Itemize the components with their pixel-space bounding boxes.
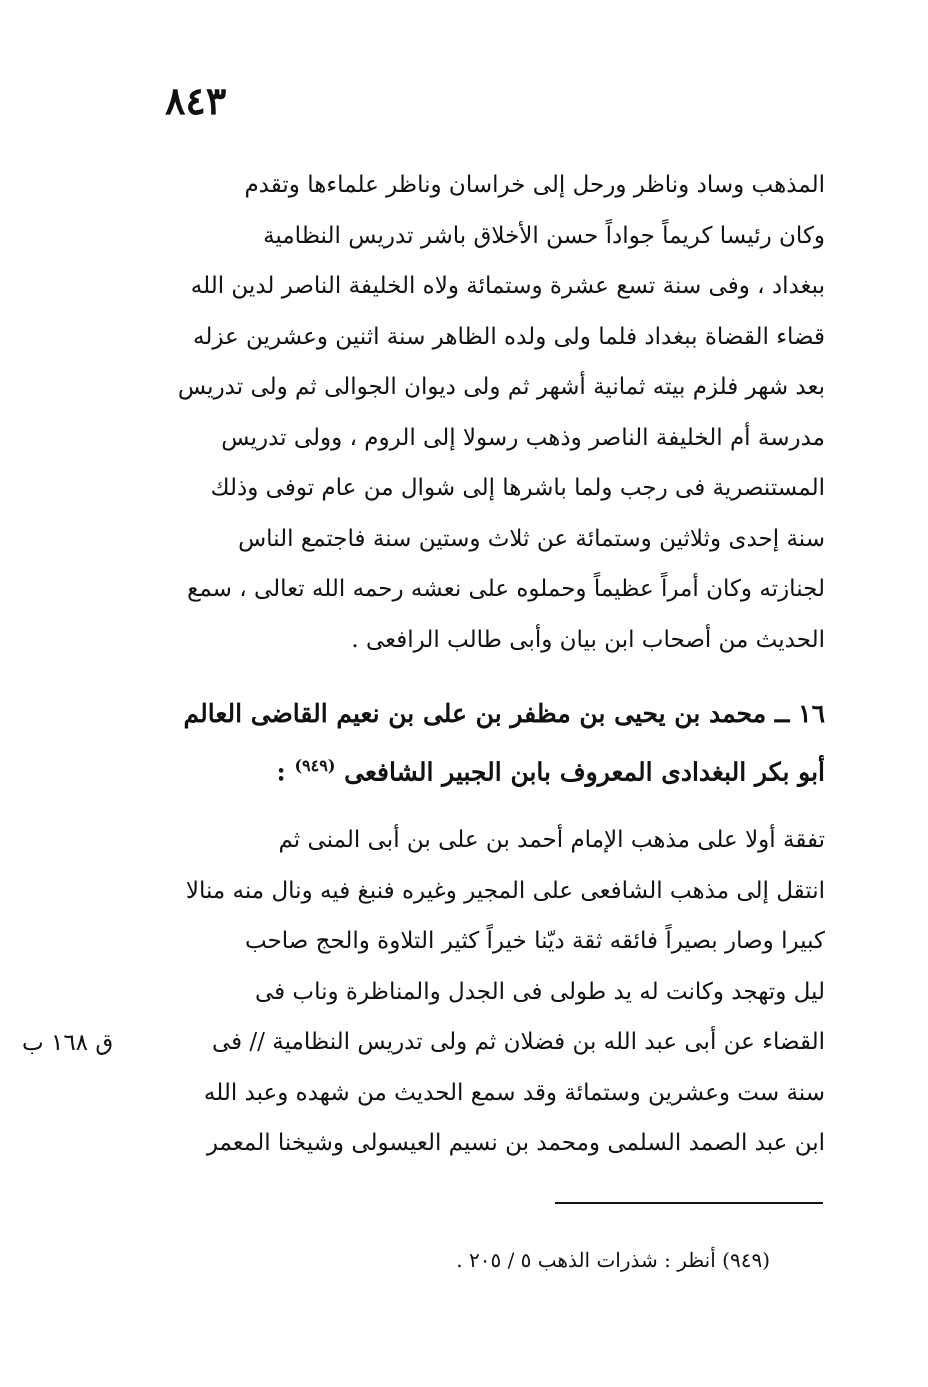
heading-line-2 [160, 740, 825, 792]
text-line: المذهب وساد وناظر ورحل إلى خراسان وناظر علماءها وتقدم [244, 172, 825, 198]
text-line: انتقل إلى مذهب الشافعى على المجير وغيره فنبغ فيه ونال منه منالا [185, 877, 825, 904]
paragraph-2 [160, 815, 825, 1169]
text-line: ليل وتهجد وكانت له يد طولى فى الجدل والمناظرة وناب فى [254, 978, 825, 1005]
text-line: ببغداد ، وفى سنة تسع عشرة وستمائة ولاه الخليفة الناصر لدين الله [190, 273, 825, 299]
heading-line-1: ١٦ ــ محمد بن يحيى بن مظفر بن على بن نعيم القاضى العالم [183, 699, 825, 728]
text-line: وكان رئيسا كريماً جواداً حسن الأخلاق باشر تدريس النظامية [263, 222, 825, 249]
text-line: لجنازته وكان أمراً عظيماً وحملوه على نعشه رحمه الله تعالى ، سمع [187, 576, 825, 602]
text-line: تفقة أولا على مذهب الإمام أحمد بن على بن أبى المنى ثم [278, 827, 825, 853]
text-line: كبيرا وصار بصيراً فائقه ثقة ديّنا خيراً كثير التلاوة والحج صاحب [245, 928, 825, 954]
text-line: مدرسة أم الخليفة الناصر وذهب رسولا إلى الروم ، وولى تدريس [221, 424, 825, 451]
text-line: قضاء القضاة ببغداد فلما ولى ولده الظاهر سنة اثنين وعشرين عزله [192, 323, 825, 350]
text-line: المستنصرية فى رجب ولما باشرها إلى شوال من عام توفى وذلك [210, 475, 825, 501]
text-line: الحديث من أصحاب ابن بيان وأبى طالب الرافعى . [351, 626, 825, 653]
paragraph-1 [160, 160, 825, 665]
text-line: ابن عبد الصمد السلمى ومحمد بن نسيم العيسولى وشيخنا المعمر [206, 1130, 825, 1156]
page-number: ٨٤٣ [165, 78, 227, 123]
margin-note: ق ١٦٨ ب [22, 1030, 114, 1056]
footnote: (٩٤٩) أنظر : شذرات الذهب ٥ / ٢٠٥ . [456, 1248, 770, 1272]
text-line: بعد شهر فلزم بيته ثمانية أشهر ثم ولى ديوان الجوالى ثم ولى تدريس [177, 374, 825, 400]
text-line: سنة إحدى وثلاثين وستمائة عن ثلاث وستين سنة فاجتمع الناس [238, 525, 825, 552]
footnote-divider [555, 1202, 823, 1204]
text-line: القضاء عن أبى عبد الله بن فضلان ثم ولى تدريس النظامية // فى [211, 1029, 825, 1055]
text-line: سنة ست وعشرين وستمائة وقد سمع الحديث من شهده وعبد الله [203, 1079, 825, 1106]
entry-heading [160, 688, 825, 792]
heading-colon: : [276, 757, 286, 787]
heading-name: أبو بكر البغدادى المعروف بابن الجبير الشافعى [344, 757, 825, 787]
footnote-reference: (٩٤٩) [294, 756, 336, 775]
